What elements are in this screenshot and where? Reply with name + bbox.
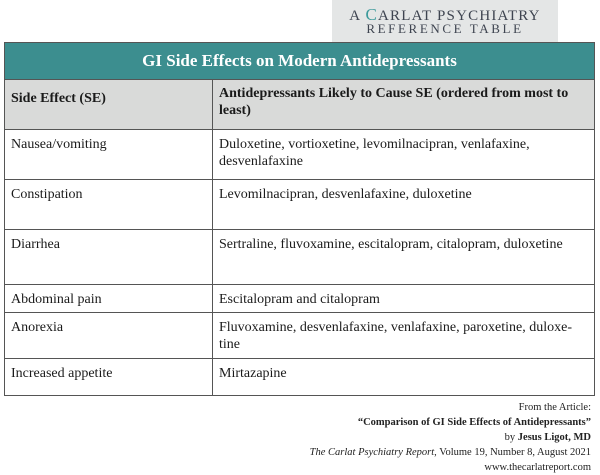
article-author: [310, 430, 591, 445]
header-side-effect: Side Effect (SE): [11, 91, 106, 106]
journal-citation: [310, 445, 591, 460]
reference-table: [4, 42, 595, 396]
table-row: [5, 313, 594, 359]
article-title: “Comparison of GI Side Effects of Antidepressants”: [357, 417, 591, 428]
row-antidepressants: Levomilnacipran, desvenlafaxine, duloxetine: [219, 187, 472, 202]
row-side-effect: Nausea/vomiting: [11, 137, 107, 152]
table-row: [5, 230, 594, 285]
table-header-row: [5, 80, 594, 130]
table-row: [5, 285, 594, 313]
citation-footer: [310, 400, 591, 475]
row-antidepressants: Duloxetine, vortioxetine, levomilnacipran, venlafaxine, desvenlafaxine: [219, 137, 530, 169]
brand-name: ARLAT PSYCHIATRY: [377, 8, 541, 24]
row-side-effect: Diarrhea: [11, 237, 60, 252]
journal-issue: , Volume 19, Number 8, August 2021: [434, 447, 591, 458]
citation-intro: From the Article:: [518, 402, 591, 413]
brand-subtitle: REFERENCE TABLE: [366, 21, 524, 36]
header-antidepressants: Antidepressants Likely to Cause SE (ordered from most to least): [219, 86, 569, 118]
brand-prefix: A: [349, 8, 366, 24]
row-side-effect: Anorexia: [11, 320, 64, 335]
column-divider: [212, 80, 213, 395]
row-antidepressants: Sertraline, fluvoxamine, escitalopram, citalopram, duloxetine: [219, 237, 563, 252]
table-row: [5, 130, 594, 180]
table-row: [5, 359, 594, 396]
table-title: GI Side Effects on Modern Antidepressants: [5, 43, 594, 80]
row-antidepressants: Escitalopram and citalopram: [219, 292, 380, 307]
website-link[interactable]: www.thecarlatreport.com: [484, 462, 591, 473]
author-name: Jesus Ligot, MD: [517, 432, 591, 443]
brand-banner: [332, 0, 558, 42]
journal-name: The Carlat Psychiatry Report: [309, 447, 435, 458]
row-side-effect: Constipation: [11, 187, 83, 202]
table-row: [5, 180, 594, 230]
row-side-effect: Abdominal pain: [11, 292, 102, 307]
row-antidepressants: Mirtazapine: [219, 366, 287, 381]
brand-initial: C: [365, 5, 378, 24]
author-prefix: by: [504, 432, 518, 443]
row-antidepressants: Fluvoxamine, desvenlafaxine, venlafaxine, paroxetine, duloxe-tine: [219, 320, 572, 352]
row-side-effect: Increased appetite: [11, 366, 113, 381]
